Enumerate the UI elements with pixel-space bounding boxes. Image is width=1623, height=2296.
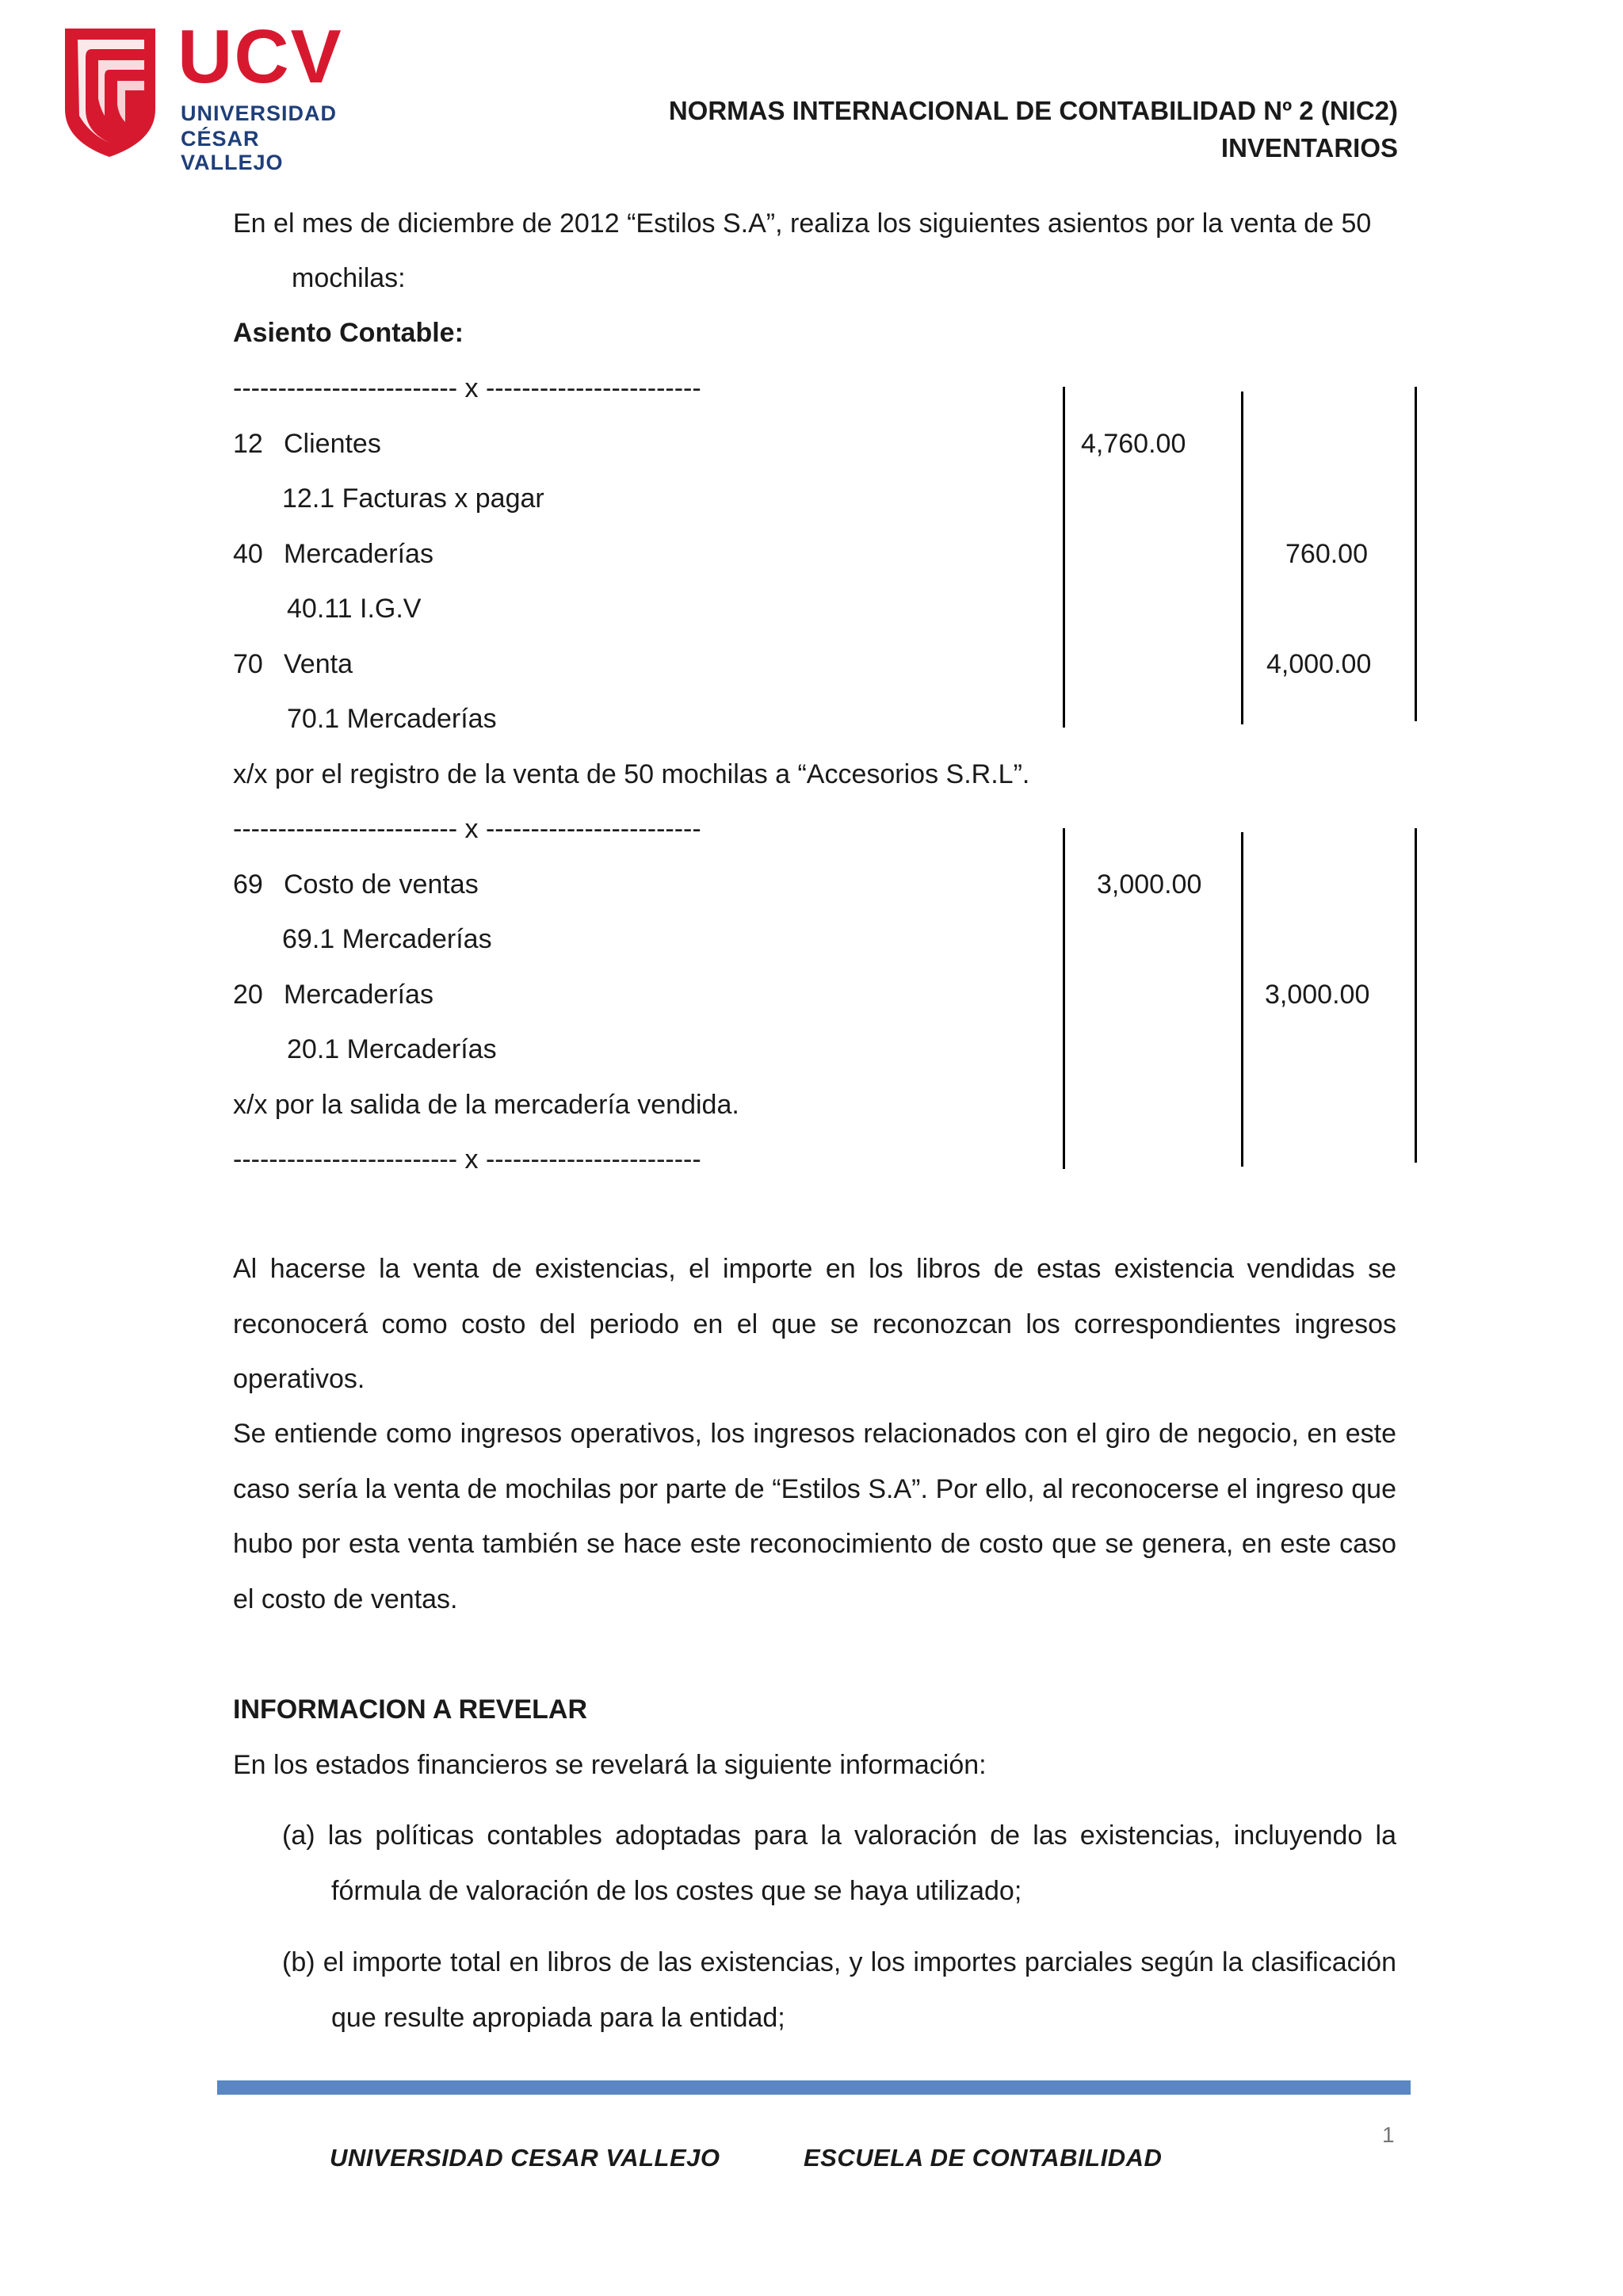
entry1-sub-70-1: 70.1 Mercaderías [287,704,497,734]
list-item-a-marker: (a) [282,1820,328,1851]
separator-3: ------------------------- x ------------------------ [233,1144,701,1175]
entry1-code-12: 12 [233,429,263,459]
footer-school: ESCUELA DE CONTABILIDAD [804,2144,1163,2172]
paragraph-1: Al hacerse la venta de existencias, el importe en los libros de estas existencia vendidas se reconocerá como costo del periodo en el que se reconozcan los correspondientes ingresos operativos. [233,1254,1396,1394]
paragraph-2: Se entiende como ingresos operativos, los ingresos relacionados con el giro de negocio, en este caso sería la venta de mochilas por parte de “Estilos S.A”. Por ello, al reconocerse el ingreso que hubo por esta venta también se hace este reconocimiento de costo que se genera, en este caso el costo de ventas. [233,1419,1396,1614]
entry1-sub-40-11: 40.11 I.G.V [287,594,422,624]
footer-bar [217,2080,1411,2095]
footer-university: UNIVERSIDAD CESAR VALLEJO [330,2144,720,2172]
entry2-name-mercaderias: Mercaderías [284,980,433,1010]
entry1-name-clientes: Clientes [284,429,381,459]
entry1-name-venta: Venta [284,649,353,679]
ucv-shield-icon [62,22,165,157]
entry1-debit-clientes: 4,760.00 [1081,429,1186,459]
list-item-b [282,1935,1396,2046]
list-item-b-text: el importe total en libros de las existencias, y los importes parciales según la clasificación que resulte apropiada para la entidad; [323,1947,1396,2033]
entry2-code-69: 69 [233,869,263,900]
info-intro: En los estados financieros se revelará la siguiente información: [233,1750,987,1780]
header-title-line1: NORMAS INTERNACIONAL DE CONTABILIDAD Nº 2 (NIC2) [668,96,1398,125]
entry2-sub-69-1: 69.1 Mercaderías [282,924,492,954]
section-asiento-heading: Asiento Contable: [233,318,464,348]
entry2-credit-column-right-line [1415,828,1417,1163]
entry2-credit-mercaderias: 3,000.00 [1265,980,1370,1010]
university-logo [62,14,343,174]
entry2-debit-column-left-line [1063,828,1065,1169]
entry1-code-40: 40 [233,539,263,569]
header-title-line2: INVENTARIOS [1220,133,1398,162]
entry2-sub-20-1: 20.1 Mercaderías [287,1034,497,1064]
entry1-credit-column-right-line [1415,387,1417,721]
intro-line1: En el mes de diciembre de 2012 “Estilos S.A”, realiza los siguientes asientos por la venta de 50 [233,208,1372,239]
logo-line2: CÉSAR VALLEJO [181,127,284,174]
entry1-code-70: 70 [233,649,263,679]
entry1-note: x/x por el registro de la venta de 50 mochilas a “Accesorios S.R.L”. [233,759,1030,789]
list-item-a [282,1809,1396,1919]
entry1-name-mercaderias: Mercaderías [284,539,433,569]
entry1-credit-igv: 760.00 [1285,539,1368,569]
separator-2: ------------------------- x ------------------------ [233,814,701,844]
page-number: 1 [1382,2122,1395,2147]
intro-line2: mochilas: [292,263,406,293]
list-item-b-marker: (b) [282,1947,323,1977]
list-item-a-text: las políticas contables adoptadas para la valoración de las existencias, incluyendo la fórmula de valoración de los costes que se haya utilizado; [327,1820,1397,1906]
logo-abbr: UCV [178,14,343,99]
entry1-debit-column-left-line [1063,387,1065,728]
entry2-note: x/x por la salida de la mercadería vendida. [233,1090,739,1120]
entry1-credit-venta: 4,000.00 [1266,649,1372,679]
entry2-credit-column-left-line [1241,832,1243,1167]
entry1-sub-12-1: 12.1 Facturas x pagar [282,483,544,514]
logo-line1: UNIVERSIDAD [181,101,338,125]
entry2-debit-costo-ventas: 3,000.00 [1097,869,1202,900]
entry2-code-20: 20 [233,980,263,1010]
entry1-credit-column-left-line [1241,392,1243,724]
entry2-name-costo-ventas: Costo de ventas [284,869,479,900]
separator-1: ------------------------- x ------------------------ [233,373,701,403]
section-info-heading: INFORMACION A REVELAR [233,1694,588,1725]
